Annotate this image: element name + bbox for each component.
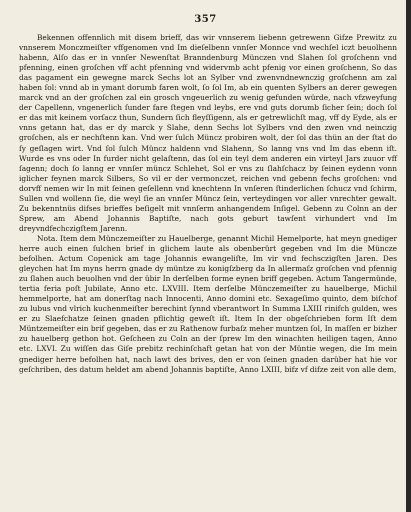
page-number: 357 bbox=[194, 14, 217, 25]
paragraph: Bekennen offennlich mit disem brieff, das wir vnnserem liebenn getrewenn Gifze Prewitz zu vnnserem Monczmeiſter vffgenomen vnd Im dieſelbenn vnnſer Monnce vnd wechſel iczt beuolhenn habenn, Alſo das er in vnnſer Newenſtat Branndenburg Münczen vnd Slahen ſol groſchenn vnd pfenning, einen groſchen vff acht pfenning vnd widervmb acht pfenig vor einen groſchenn, So das das pagament ein gewegne marck Sechs lot an Sylber vnd zwenvndnewnczig groſchenn am zal haben ſol: vnnd ab in ymant dorumb faren wolt, ſo ſol Im, ab ein quenten Sylbers an derer gewegen marck vnd an der groſchen zal ein grosch vngeuerlich zu wenig gefunden würde, nach vfzweyfung der Capellenn, vngenerlich ſunder fare ſtegen vnd leybs, ere vnd guts dorumb ſicher ſein; doch ſol er das mit keinem vorſacz thun, Sundern ſich fleyſſigenn, als er getrewlichſt mag, vff dy Eyde, als er vnns getann hat, das er dy marck y Slahe, denn Sechs lot Sylbers vnd den zwen vnd neinczig groſchen, als er nechſtenn kan. Vnd wer ſulch Müncz probiren wolt, der ſol das thün an der ſtat do ſy geſlagen wirt. Vnd ſol ſulch Müncz haldenn vnd Slahenn, So lanng vns vnd Im das ebenn iſt. Wurde es vns oder In furder nicht gelaſtenn, das ſol ein teyl dem anderen ein virteyl Jars zuuor vff ſagenn; doch ſo lanng er vnnſer müncz Schlehet, Sol er vns zu ſlahſchacz by ſeinen eydenn vonn iglicher feynen marck Silbers, So vil er der vermonczet, reichen vnd gebenn fechs groſchen: vnd dorvff nemen wir In mit ſeinen geſellenn vnd knechtenn In vnſeren ſtinderlichen ſchucz vnd ſchirm, Sullen vnd wollenn ſie, die weyl ſie an vnnſer Müncz ſein, verteydingen vor aller vnrechter gewalt. Zu bekenntnüs difses brieffes beſigelt mit vnnſerm anhangendem Inſigel. Gebenn zu Colnn an der Sprew, am Abend Johannis Baptiſte, nach gots geburt tawſent virhundert vnd Im dreyvndfechczigſtem Jarenn. bbox=[19, 33, 397, 233]
page-edge-shadow bbox=[406, 0, 411, 512]
body-text bbox=[19, 33, 397, 375]
paragraph: Nota. Item dem Münczemeiſter zu Hauelberge, genannt Michil Hemelporte, hat meyn gnediger herre auch einen ſulchen brief in glichem laute als obenberürt gegeben vnd Im die Müncze befolhen. Actum Copenick am tage Johannis ewangeliſte, Im vir vnd fechsczigſten Jaren. Des gleychen hat Im myns herrn gnade dy müntze zu konigſzberg da In allermaſz groſchen vnd pfennig zu ſlahen auch beuolhen vnd der übir In derſelben forme eynen briff gegeben. Actum Tangermünde, tertia feria poſt Jubilate, Anno etc. LXVIII. Item derſelbe Münczemeiſter zu hauelberge, Michil hemmelporte, hat am donerſtag nach Innocenti, Anno domini etc. Sexageſimo quinto, dem biſchof zu lubus vnd vlrich kuchenmeiſter berechint ſynnd vberantwort In Summa LXIII rinifch gulden, wes er zu Slaefchatze ſeinen gnaden pflichtig geweſt iſt. Item In der obgeſchrieben form Iſt dem Müntzemeiſter ein brif gegeben, das er zu Rathenow furbaſz meher muntzen ſol, In maſſen er bizher zu hauelberg gethon hot. Geſcheen zu Coln an der ſprew Im den winachten heiligen tagen, Anno etc. LXVI. Zu wiſſen das Giſe prebitz rechinſchaft getan hat von der Müntie wegen, die Im mein gnediger herre befolhen hat, nach lawt des brives, den er von ſeinen gnaden darüber hat hie vor geſchriben, des datum heldet am abend Johannis baptiſte, Anno LXIII, bifz vf difze zeit von alle dem, bbox=[19, 233, 398, 374]
